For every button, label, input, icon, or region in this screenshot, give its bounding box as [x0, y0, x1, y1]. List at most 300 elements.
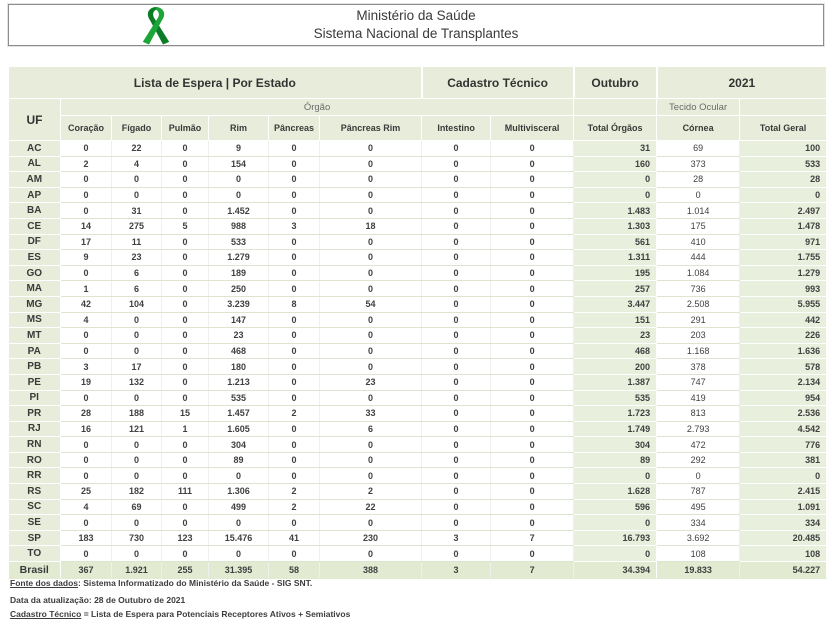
column-header-total-geral: Total Geral: [740, 116, 827, 141]
value-cell: 410: [657, 234, 740, 250]
value-cell: 34.394: [574, 562, 657, 579]
value-cell: 28: [657, 172, 740, 188]
value-cell: 0: [269, 156, 320, 172]
value-cell: 0: [320, 250, 422, 266]
value-cell: 4.542: [740, 421, 827, 437]
value-cell: 28: [61, 406, 112, 422]
value-cell: 776: [740, 437, 827, 453]
value-cell: 25: [61, 484, 112, 500]
value-cell: 0: [269, 203, 320, 219]
value-cell: 388: [320, 562, 422, 579]
value-cell: 0: [740, 468, 827, 484]
value-cell: 0: [491, 203, 574, 219]
value-cell: 381: [740, 452, 827, 468]
value-cell: 17: [61, 234, 112, 250]
table-row: [9, 265, 827, 281]
uf-cell: SE: [9, 515, 61, 531]
table-row: [9, 530, 827, 546]
value-cell: 3: [422, 530, 491, 546]
value-cell: 0: [491, 546, 574, 562]
value-cell: 0: [162, 156, 209, 172]
value-cell: 1.306: [209, 484, 269, 500]
value-cell: 1.168: [657, 343, 740, 359]
uf-cell: CE: [9, 218, 61, 234]
value-cell: 535: [574, 390, 657, 406]
value-cell: 0: [491, 218, 574, 234]
value-cell: 0: [491, 250, 574, 266]
value-cell: 0: [269, 187, 320, 203]
value-cell: 0: [422, 437, 491, 453]
value-cell: 151: [574, 312, 657, 328]
group-header-row: [9, 67, 827, 99]
value-cell: 0: [491, 437, 574, 453]
value-cell: 0: [269, 234, 320, 250]
value-cell: 1.084: [657, 265, 740, 281]
uf-cell: PB: [9, 359, 61, 375]
table-body: [9, 141, 827, 579]
value-cell: 0: [61, 390, 112, 406]
value-cell: 0: [491, 452, 574, 468]
column-header-pancreas-rim: Pâncreas Rim: [320, 116, 422, 141]
value-cell: 15.476: [209, 530, 269, 546]
value-cell: 0: [269, 172, 320, 188]
cadastro-definition-label: Cadastro Técnico: [10, 609, 82, 619]
value-cell: 0: [422, 452, 491, 468]
total-row-brasil: [9, 562, 827, 579]
value-cell: 19.833: [657, 562, 740, 579]
value-cell: 1.091: [740, 499, 827, 515]
value-cell: 0: [491, 484, 574, 500]
table-row: [9, 546, 827, 562]
value-cell: 7: [491, 562, 574, 579]
value-cell: 0: [162, 343, 209, 359]
column-header-uf: UF: [9, 99, 61, 141]
uf-cell: PI: [9, 390, 61, 406]
value-cell: 0: [320, 359, 422, 375]
value-cell: 257: [574, 281, 657, 297]
uf-cell: MS: [9, 312, 61, 328]
table-row: [9, 359, 827, 375]
value-cell: 3: [269, 218, 320, 234]
value-cell: 0: [162, 296, 209, 312]
value-cell: 0: [422, 484, 491, 500]
value-cell: 189: [209, 265, 269, 281]
value-cell: 230: [320, 530, 422, 546]
value-cell: 0: [269, 328, 320, 344]
value-cell: 4: [61, 312, 112, 328]
value-cell: 203: [657, 328, 740, 344]
value-cell: 0: [61, 265, 112, 281]
value-cell: 0: [162, 390, 209, 406]
value-cell: 0: [320, 328, 422, 344]
value-cell: 226: [740, 328, 827, 344]
value-cell: 0: [320, 187, 422, 203]
value-cell: 468: [574, 343, 657, 359]
uf-cell: AC: [9, 141, 61, 157]
value-cell: 16.793: [574, 530, 657, 546]
table-row: [9, 156, 827, 172]
table-row: [9, 187, 827, 203]
value-cell: 596: [574, 499, 657, 515]
table-row: [9, 172, 827, 188]
value-cell: 0: [112, 452, 162, 468]
value-cell: 0: [320, 281, 422, 297]
value-cell: 154: [209, 156, 269, 172]
value-cell: 0: [269, 359, 320, 375]
value-cell: 0: [422, 203, 491, 219]
value-cell: 495: [657, 499, 740, 515]
table-row: [9, 250, 827, 266]
value-cell: 0: [269, 452, 320, 468]
value-cell: 0: [574, 546, 657, 562]
value-cell: 160: [574, 156, 657, 172]
value-cell: 0: [61, 515, 112, 531]
value-cell: 0: [162, 265, 209, 281]
value-cell: 0: [269, 374, 320, 390]
value-cell: 2: [61, 156, 112, 172]
value-cell: 0: [269, 281, 320, 297]
value-cell: 444: [657, 250, 740, 266]
table-row: [9, 218, 827, 234]
value-cell: 730: [112, 530, 162, 546]
value-cell: 2: [269, 499, 320, 515]
value-cell: 0: [320, 437, 422, 453]
source-note-label: Fonte dos dados: [10, 578, 78, 588]
table-row: [9, 499, 827, 515]
value-cell: 0: [209, 187, 269, 203]
source-note: [10, 578, 350, 588]
value-cell: 1.014: [657, 203, 740, 219]
value-cell: 971: [740, 234, 827, 250]
value-cell: 0: [320, 156, 422, 172]
value-cell: 0: [491, 390, 574, 406]
value-cell: 0: [269, 546, 320, 562]
value-cell: 468: [209, 343, 269, 359]
value-cell: 0: [209, 515, 269, 531]
uf-cell: AL: [9, 156, 61, 172]
value-cell: 1: [162, 421, 209, 437]
value-cell: 182: [112, 484, 162, 500]
value-cell: 22: [112, 141, 162, 157]
column-header-total-orgaos: Total Órgãos: [574, 116, 657, 141]
table-row: [9, 141, 827, 157]
value-cell: 0: [269, 421, 320, 437]
value-cell: 0: [269, 390, 320, 406]
value-cell: 0: [209, 546, 269, 562]
table-row: [9, 328, 827, 344]
value-cell: 0: [491, 359, 574, 375]
value-cell: 3.239: [209, 296, 269, 312]
value-cell: 31: [112, 203, 162, 219]
value-cell: 0: [61, 141, 112, 157]
value-cell: 0: [320, 312, 422, 328]
uf-cell: MT: [9, 328, 61, 344]
uf-cell: PA: [9, 343, 61, 359]
value-cell: 69: [112, 499, 162, 515]
value-cell: 0: [491, 312, 574, 328]
value-cell: 0: [61, 203, 112, 219]
value-cell: 0: [112, 390, 162, 406]
value-cell: 0: [491, 265, 574, 281]
table-row: [9, 203, 827, 219]
uf-cell: RR: [9, 468, 61, 484]
value-cell: 0: [162, 515, 209, 531]
value-cell: 0: [61, 172, 112, 188]
value-cell: 334: [740, 515, 827, 531]
value-cell: 0: [740, 187, 827, 203]
value-cell: 69: [657, 141, 740, 157]
value-cell: 0: [162, 437, 209, 453]
value-cell: 7: [491, 530, 574, 546]
value-cell: 250: [209, 281, 269, 297]
value-cell: 993: [740, 281, 827, 297]
system-subtitle: Sistema Nacional de Transplantes: [313, 26, 519, 41]
value-cell: 0: [422, 296, 491, 312]
value-cell: 0: [112, 515, 162, 531]
value-cell: 0: [491, 468, 574, 484]
value-cell: 747: [657, 374, 740, 390]
value-cell: 0: [61, 343, 112, 359]
value-cell: 1.755: [740, 250, 827, 266]
value-cell: 1.387: [574, 374, 657, 390]
value-cell: 104: [112, 296, 162, 312]
value-cell: 6: [112, 265, 162, 281]
value-cell: 378: [657, 359, 740, 375]
value-cell: 0: [162, 203, 209, 219]
value-cell: 23: [320, 374, 422, 390]
value-cell: 1.457: [209, 406, 269, 422]
value-cell: 3: [422, 562, 491, 579]
value-cell: 0: [491, 374, 574, 390]
value-cell: 11: [112, 234, 162, 250]
value-cell: 1.279: [209, 250, 269, 266]
value-cell: 0: [162, 187, 209, 203]
table-row: [9, 343, 827, 359]
uf-cell: AP: [9, 187, 61, 203]
value-cell: 19: [61, 374, 112, 390]
value-cell: 0: [491, 343, 574, 359]
value-cell: 0: [491, 187, 574, 203]
update-date-note: Data da atualização: 28 de Outubro de 2021: [10, 595, 186, 605]
value-cell: 2.134: [740, 374, 827, 390]
value-cell: 0: [61, 328, 112, 344]
value-cell: 9: [209, 141, 269, 157]
sub-header-orgao: Órgão: [61, 99, 574, 116]
value-cell: 0: [162, 234, 209, 250]
uf-cell: SC: [9, 499, 61, 515]
value-cell: 23: [209, 328, 269, 344]
value-cell: 499: [209, 499, 269, 515]
value-cell: 0: [422, 546, 491, 562]
value-cell: 22: [320, 499, 422, 515]
value-cell: 0: [269, 468, 320, 484]
value-cell: 0: [491, 281, 574, 297]
value-cell: 367: [61, 562, 112, 579]
value-cell: 0: [162, 499, 209, 515]
uf-cell: PE: [9, 374, 61, 390]
value-cell: 0: [112, 187, 162, 203]
group-header-month: Outubro: [574, 67, 657, 99]
value-cell: 0: [162, 281, 209, 297]
value-cell: 0: [320, 343, 422, 359]
uf-cell: GO: [9, 265, 61, 281]
table-row: [9, 515, 827, 531]
value-cell: 31: [574, 141, 657, 157]
uf-cell: RS: [9, 484, 61, 500]
value-cell: 0: [269, 250, 320, 266]
table-row: [9, 437, 827, 453]
value-cell: 20.485: [740, 530, 827, 546]
uf-cell: RJ: [9, 421, 61, 437]
column-header-multivisceral: Multivisceral: [491, 116, 574, 141]
uf-cell: SP: [9, 530, 61, 546]
value-cell: 0: [422, 390, 491, 406]
value-cell: 0: [422, 172, 491, 188]
value-cell: 200: [574, 359, 657, 375]
value-cell: 4: [61, 499, 112, 515]
value-cell: 0: [422, 328, 491, 344]
cadastro-definition-text: = Lista de Espera para Potenciais Receptores Ativos + Semiativos: [81, 609, 351, 619]
value-cell: 0: [422, 250, 491, 266]
value-cell: 0: [162, 328, 209, 344]
sub-header-row: [9, 99, 827, 116]
group-header-lista-de-espera: Lista de Espera | Por Estado: [9, 67, 422, 99]
group-header-year: 2021: [657, 67, 827, 99]
uf-cell: BA: [9, 203, 61, 219]
value-cell: 0: [320, 265, 422, 281]
value-cell: 0: [162, 172, 209, 188]
value-cell: 0: [61, 437, 112, 453]
value-cell: 1.311: [574, 250, 657, 266]
column-header-rim: Rim: [209, 116, 269, 141]
value-cell: 2: [269, 406, 320, 422]
value-cell: 0: [422, 374, 491, 390]
value-cell: 954: [740, 390, 827, 406]
value-cell: 180: [209, 359, 269, 375]
value-cell: 89: [574, 452, 657, 468]
value-cell: 0: [422, 468, 491, 484]
value-cell: 0: [112, 312, 162, 328]
uf-cell: DF: [9, 234, 61, 250]
value-cell: 0: [574, 468, 657, 484]
source-note-text: : Sistema Informatizado do Ministério da Saúde - SIG SNT.: [78, 578, 313, 588]
value-cell: 0: [491, 499, 574, 515]
table-row: [9, 468, 827, 484]
table-row: [9, 374, 827, 390]
column-header-pulmao: Pulmão: [162, 116, 209, 141]
value-cell: 2: [269, 484, 320, 500]
table-row: [9, 296, 827, 312]
value-cell: 578: [740, 359, 827, 375]
value-cell: 0: [574, 172, 657, 188]
value-cell: 1.279: [740, 265, 827, 281]
value-cell: 373: [657, 156, 740, 172]
value-cell: 0: [269, 265, 320, 281]
uf-cell: MG: [9, 296, 61, 312]
value-cell: 1.921: [112, 562, 162, 579]
value-cell: 3: [61, 359, 112, 375]
value-cell: 0: [61, 187, 112, 203]
value-cell: 2: [320, 484, 422, 500]
value-cell: 0: [61, 452, 112, 468]
table-row: [9, 390, 827, 406]
value-cell: 195: [574, 265, 657, 281]
value-cell: 0: [422, 499, 491, 515]
value-cell: 0: [422, 359, 491, 375]
value-cell: 54.227: [740, 562, 827, 579]
value-cell: 132: [112, 374, 162, 390]
value-cell: 1.303: [574, 218, 657, 234]
value-cell: 147: [209, 312, 269, 328]
value-cell: 736: [657, 281, 740, 297]
value-cell: 0: [422, 343, 491, 359]
value-cell: 0: [209, 468, 269, 484]
value-cell: 0: [422, 187, 491, 203]
table-row: [9, 484, 827, 500]
value-cell: 0: [491, 328, 574, 344]
value-cell: 0: [112, 343, 162, 359]
value-cell: 0: [269, 141, 320, 157]
group-header-cadastro-tecnico: Cadastro Técnico: [422, 67, 574, 99]
value-cell: 23: [574, 328, 657, 344]
value-cell: 1.636: [740, 343, 827, 359]
value-cell: 0: [61, 546, 112, 562]
value-cell: 54: [320, 296, 422, 312]
value-cell: 16: [61, 421, 112, 437]
value-cell: 0: [422, 406, 491, 422]
value-cell: 0: [162, 312, 209, 328]
uf-cell: AM: [9, 172, 61, 188]
table-row: [9, 312, 827, 328]
value-cell: 0: [112, 546, 162, 562]
uf-cell: RO: [9, 452, 61, 468]
value-cell: 6: [320, 421, 422, 437]
value-cell: 255: [162, 562, 209, 579]
value-cell: 0: [574, 187, 657, 203]
column-header-row: [9, 116, 827, 141]
value-cell: 183: [61, 530, 112, 546]
column-header-intestino: Intestino: [422, 116, 491, 141]
value-cell: 0: [162, 468, 209, 484]
value-cell: 28: [740, 172, 827, 188]
value-cell: 1.452: [209, 203, 269, 219]
value-cell: 334: [657, 515, 740, 531]
value-cell: 18: [320, 218, 422, 234]
value-cell: 0: [112, 468, 162, 484]
value-cell: 0: [112, 172, 162, 188]
value-cell: 5.955: [740, 296, 827, 312]
value-cell: 123: [162, 530, 209, 546]
table-row: [9, 281, 827, 297]
value-cell: 533: [740, 156, 827, 172]
value-cell: 0: [657, 187, 740, 203]
value-cell: 0: [269, 515, 320, 531]
value-cell: 0: [574, 515, 657, 531]
value-cell: 275: [112, 218, 162, 234]
value-cell: 111: [162, 484, 209, 500]
value-cell: 0: [422, 218, 491, 234]
value-cell: 6: [112, 281, 162, 297]
value-cell: 0: [422, 234, 491, 250]
value-cell: 0: [491, 296, 574, 312]
value-cell: 1.628: [574, 484, 657, 500]
value-cell: 0: [320, 515, 422, 531]
value-cell: 0: [320, 546, 422, 562]
waiting-list-table: [8, 66, 827, 579]
value-cell: 787: [657, 484, 740, 500]
value-cell: 988: [209, 218, 269, 234]
value-cell: 1.605: [209, 421, 269, 437]
